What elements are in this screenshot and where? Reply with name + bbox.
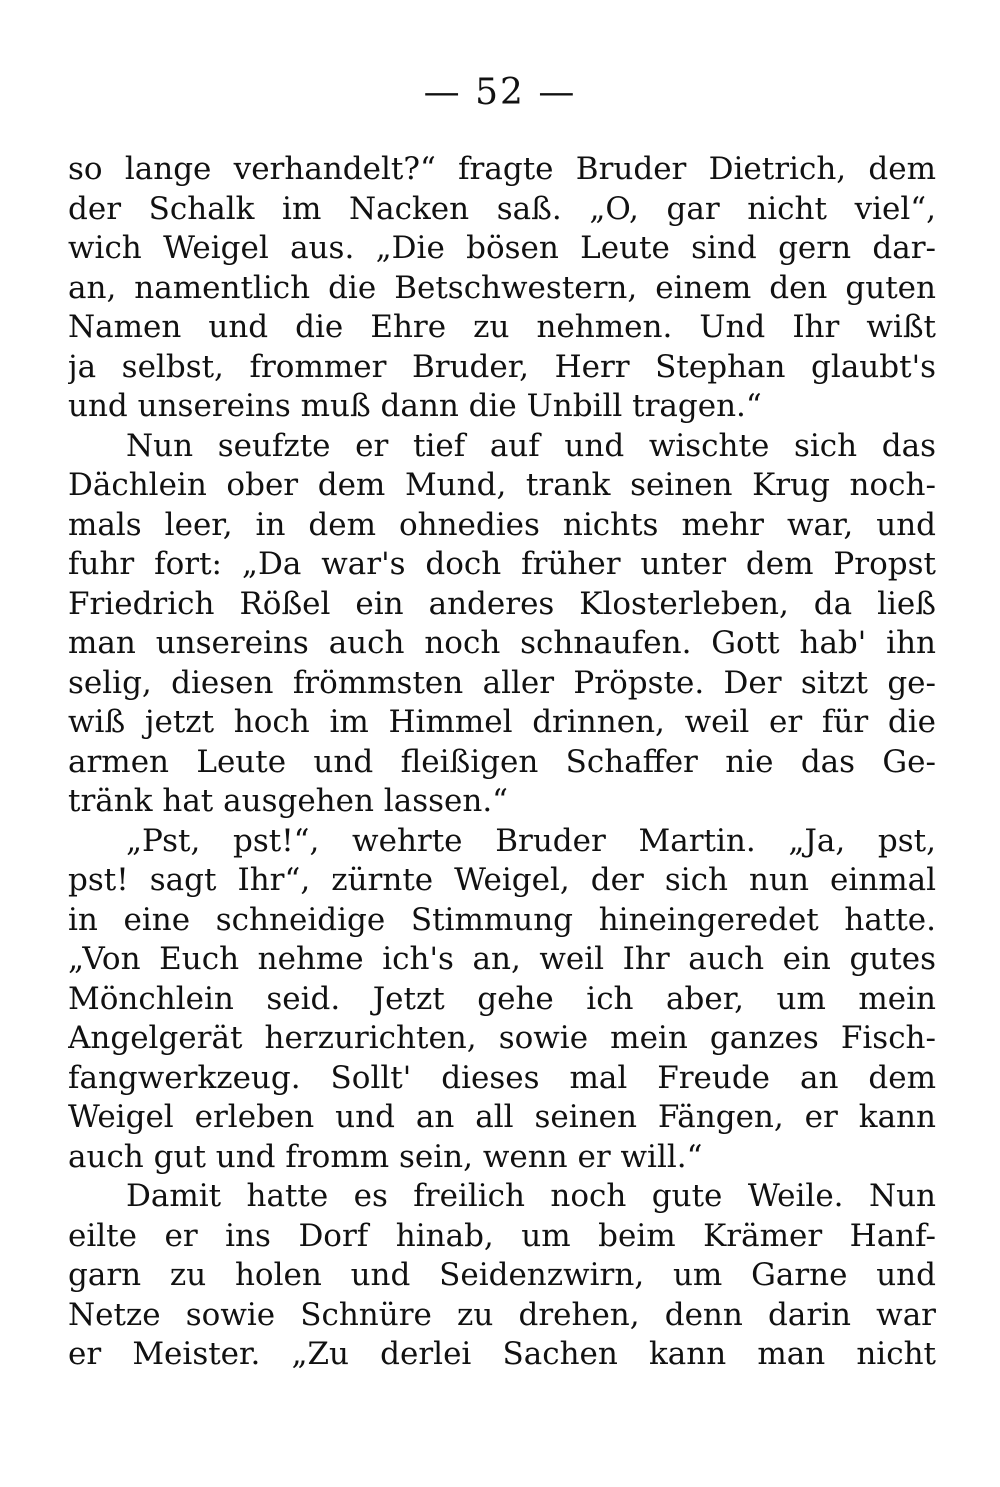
text-line: er Meister. „Zu derlei Sachen kann man nicht — [68, 1336, 936, 1372]
text-line: man unsereins auch noch schnaufen. Gott hab' ihn — [68, 625, 936, 661]
text-line: ja selbst, frommer Bruder, Herr Stephan glaubt's — [68, 348, 936, 385]
text-line: mals leer, in dem ohnedies nichts mehr war, und — [68, 506, 936, 543]
text-line: so lange verhandelt?“ fragte Bruder Dietrich, dem — [68, 151, 936, 187]
text-line: auch gut und fromm sein, wenn er will.“ — [68, 1138, 703, 1175]
text-line: der Schalk im Nacken saß. „O, gar nicht viel“, — [68, 190, 936, 227]
text-line: Namen und die Ehre zu nehmen. Und Ihr wißt — [68, 309, 936, 345]
text-line: pst! sagt Ihr“, zürnte Weigel, der sich nun einmal — [68, 862, 936, 898]
text-line: garn zu holen und Seidenzwirn, um Garne und — [68, 1257, 936, 1293]
text-line: Nun seufzte er tief auf und wischte sich das — [126, 427, 936, 464]
text-line: Mönchlein seid. Jetzt gehe ich aber, um mein — [68, 980, 936, 1017]
text-line: Weigel erleben und an all seinen Fängen, er kann — [68, 1099, 936, 1135]
text-line: an, namentlich die Betschwestern, einem den guten — [68, 269, 936, 306]
text-line: Friedrich Rößel ein anderes Klosterleben, da ließ — [68, 585, 936, 622]
text-line: fangwerkzeug. Sollt' dieses mal Freude an dem — [68, 1059, 936, 1096]
text-line: armen Leute und fleißigen Schaffer nie das Ge- — [68, 743, 936, 780]
text-line: Dächlein ober dem Mund, trank seinen Krug noch- — [68, 467, 936, 503]
text-line: Netze sowie Schnüre zu drehen, denn darin war — [68, 1296, 936, 1333]
text-line: und unsereins muß dann die Unbill tragen.“ — [68, 388, 762, 424]
body-text — [68, 150, 936, 1375]
text-line: wich Weigel aus. „Die bösen Leute sind gern dar- — [68, 230, 936, 266]
text-line: „Pst, pst!“, wehrte Bruder Martin. „Ja, pst, — [126, 822, 936, 859]
text-line: Damit hatte es freilich noch gute Weile. Nun — [126, 1178, 936, 1214]
text-line: Angelgerät herzurichten, sowie mein ganzes Fisch- — [68, 1020, 936, 1056]
text-line: selig, diesen frömmsten aller Pröpste. Der sitzt ge- — [68, 664, 936, 701]
text-line: „Von Euch nehme ich's an, weil Ihr auch ein gutes — [68, 941, 936, 977]
text-line: eilte er ins Dorf hinab, um beim Krämer Hanf- — [68, 1217, 936, 1254]
text-line: in eine schneidige Stimmung hineingeredet hatte. — [68, 901, 936, 938]
text-line: wiß jetzt hoch im Himmel drinnen, weil er für die — [68, 704, 936, 740]
page-number: — 52 — — [423, 72, 577, 113]
text-line: tränk hat ausgehen lassen.“ — [68, 783, 509, 819]
text-line: fuhr fort: „Da war's doch früher unter dem Propst — [68, 546, 936, 582]
